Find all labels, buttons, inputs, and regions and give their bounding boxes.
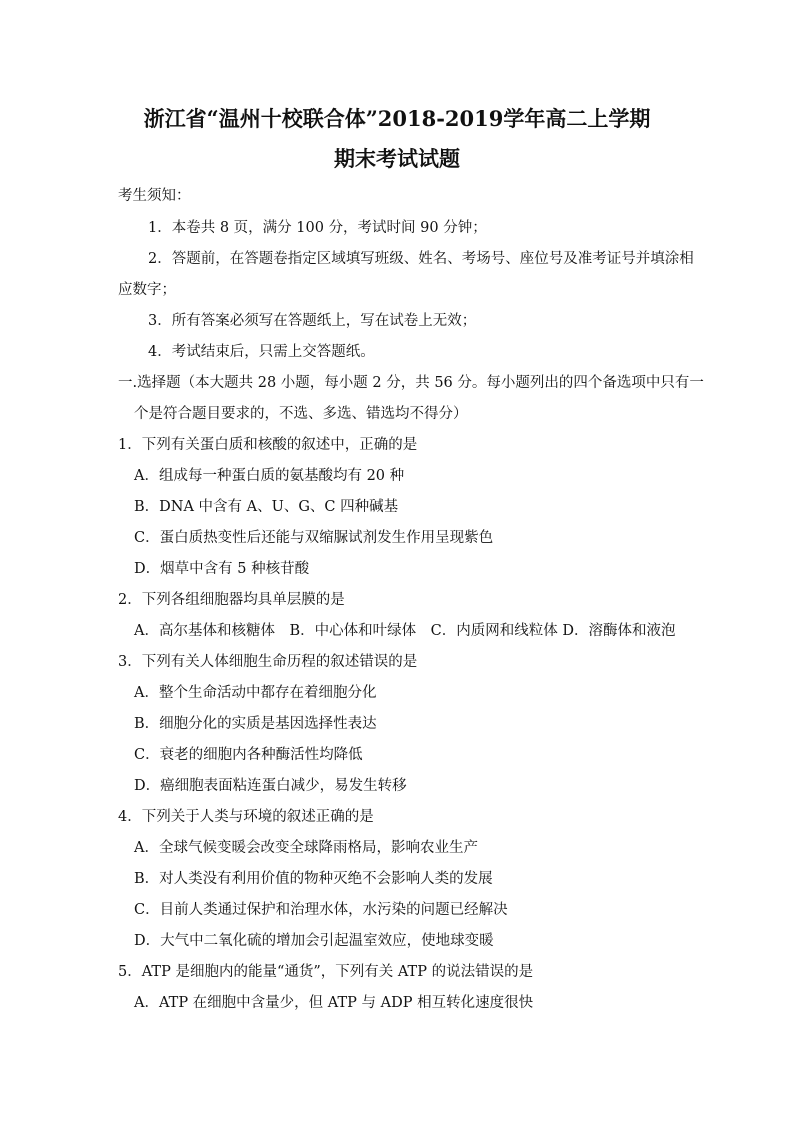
section-heading: 一.选择题（本大题共 28 小题，每小题 2 分，共 56 分。每小题列出的四个备选项中只有一: [118, 375, 704, 391]
question-stem: 1．下列有关蛋白质和核酸的叙述中，正确的是: [118, 437, 418, 453]
notice-item: 2．答题前，在答题卷指定区域填写班级、姓名、考场号、座位号及准考证号并填涂相: [148, 251, 694, 267]
question-option: D．烟草中含有 5 种核苷酸: [134, 561, 310, 577]
question-option: C．蛋白质热变性后还能与双缩脲试剂发生作用呈现紫色: [134, 530, 494, 546]
question-option: C．衰老的细胞内各种酶活性均降低: [134, 747, 363, 763]
question-option: A．组成每一种蛋白质的氨基酸均有 20 种: [134, 468, 405, 484]
notice-item: 1．本卷共 8 页，满分 100 分，考试时间 90 分钟；: [148, 220, 487, 236]
notice-item: 4．考试结束后，只需上交答题纸。: [148, 344, 375, 360]
question-stem: 4．下列关于人类与环境的叙述正确的是: [118, 809, 374, 825]
question-stem: 5．ATP 是细胞内的能量“通货”，下列有关 ATP 的说法错误的是: [118, 964, 534, 980]
notice-heading: 考生须知：: [118, 188, 191, 204]
notice-item: 3．所有答案必须写在答题纸上，写在试卷上无效；: [148, 313, 477, 329]
question-option: B．DNA 中含有 A、U、G、C 四种碱基: [134, 499, 399, 515]
exam-title-line2: 期末考试试题: [334, 146, 460, 171]
question-option: C．目前人类通过保护和治理水体，水污染的问题已经解决: [134, 902, 508, 918]
question-options-row: A．高尔基体和核糖体 B．中心体和叶绿体 C．内质网和线粒体 D．溶酶体和液泡: [134, 623, 676, 639]
question-option: A．全球气候变暖会改变全球降雨格局，影响农业生产: [134, 840, 478, 856]
question-option: D．癌细胞表面粘连蛋白减少，易发生转移: [134, 778, 407, 794]
question-stem: 2．下列各组细胞器均具单层膜的是: [118, 592, 345, 608]
question-option: A．ATP 在细胞中含量少，但 ATP 与 ADP 相互转化速度很快: [134, 995, 534, 1011]
question-option: D．大气中二氧化硫的增加会引起温室效应，使地球变暖: [134, 933, 494, 949]
notice-item-continued: 应数字；: [118, 282, 176, 298]
exam-title-line1: 浙江省“温州十校联合体”2018-2019学年高二上学期: [143, 106, 651, 131]
question-stem: 3．下列有关人体细胞生命历程的叙述错误的是: [118, 654, 418, 670]
section-heading-continued: 个是符合题目要求的，不选、多选、错选均不得分）: [134, 406, 468, 422]
question-option: A．整个生命活动中都存在着细胞分化: [134, 685, 377, 701]
question-option: B．对人类没有利用价值的物种灭绝不会影响人类的发展: [134, 871, 493, 887]
question-option: B．细胞分化的实质是基因选择性表达: [134, 716, 377, 732]
